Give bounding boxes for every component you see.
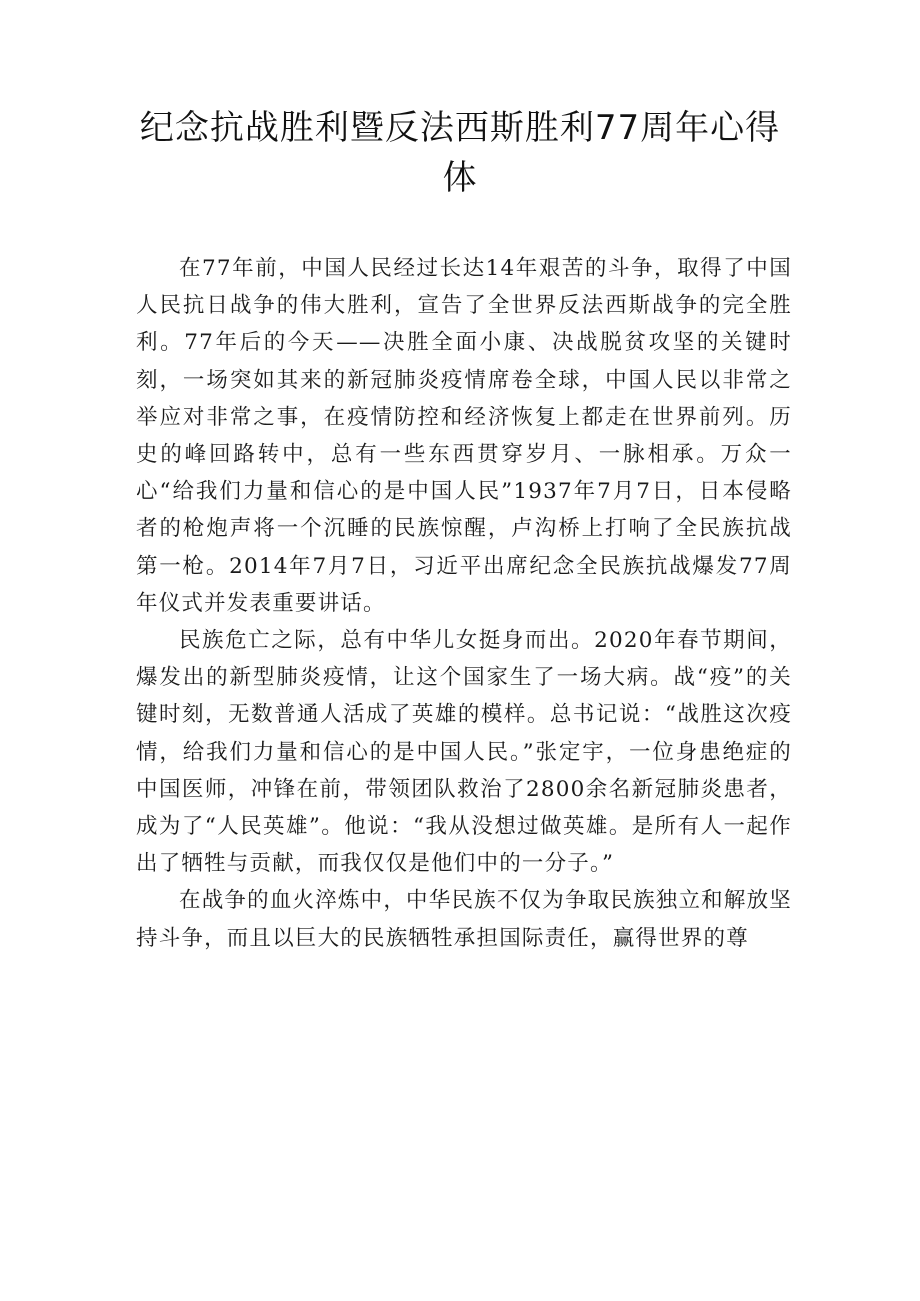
document-title: 纪念抗战胜利暨反法西斯胜利77周年心得体 [139,108,781,198]
paragraph-1: 在77年前，中国人民经过长达14年艰苦的斗争，取得了中国人民抗日战争的伟大胜利，宣告了全世界反法西斯战争的完全胜利。77年后的今天——决胜全面小康、决战脱贫攻坚的关键时刻，一场突如其来的新冠肺炎疫情席卷全球，中国人民以非常之举应对非常之事，在疫情防控和经济恢复上都走在世界前列。历史的峰回路转中，总有一些东西贯穿岁月、一脉相承。万众一心“给我们力量和信心的是中国人民”1937年7月7日，日本侵略者的枪炮声将一个沉睡的民族惊醒，卢沟桥上打响了全民族抗战第一枪。2014年7月7日，习近平出席纪念全民族抗战爆发77周年仪式并发表重要讲话。 [136,256,792,616]
document-body [136,250,792,957]
paragraph-2: 民族危亡之际，总有中华儿女挺身而出。2020年春节期间，爆发出的新型肺炎疫情，让这个国家生了一场大病。战“疫”的关键时刻，无数普通人活成了英雄的模样。总书记说：“战胜这次疫情，给我们力量和信心的是中国人民。”张定宇，一位身患绝症的中国医师，冲锋在前，带领团队救治了2800余名新冠肺炎患者，成为了“人民英雄”。他说：“我从没想过做英雄。是所有人一起作出了牺牲与贡献，而我仅仅是他们中的一分子。” [136,628,792,877]
paragraph-3: 在战争的血火淬炼中，中华民族不仅为争取民族独立和解放坚持斗争，而且以巨大的民族牺牲承担国际责任，赢得世界的尊 [136,888,792,951]
